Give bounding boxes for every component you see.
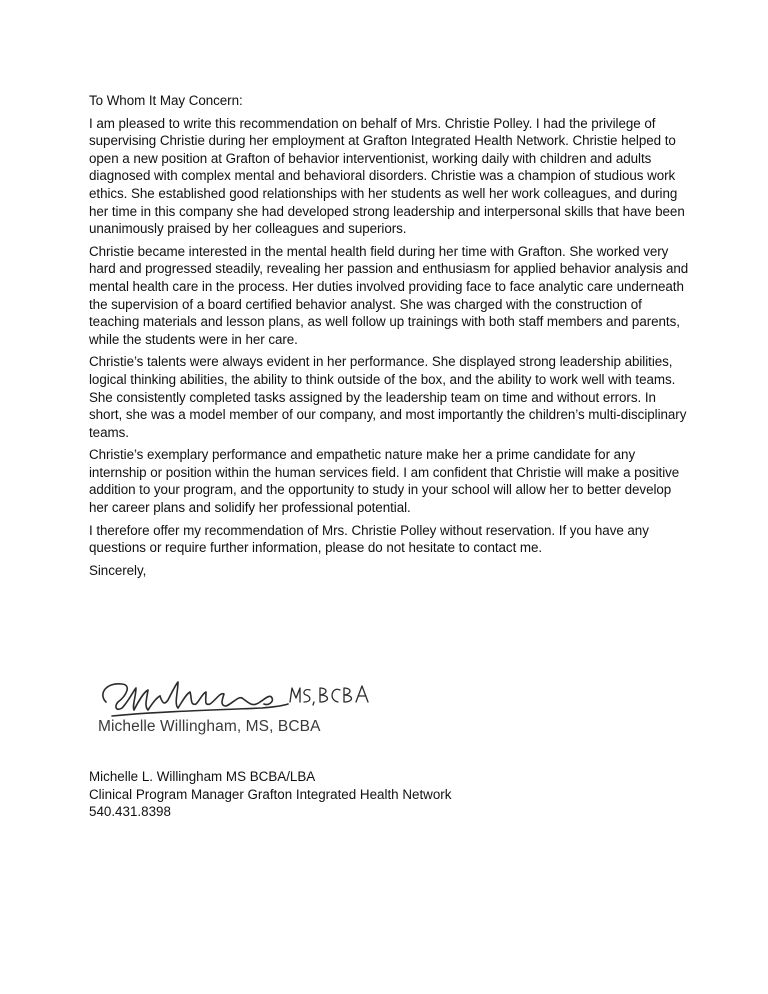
paragraph-recommendation: I therefore offer my recommendation of Mrs. Christie Polley without reservation. If you have any questions or require further information, please do not hesitate to contact me. xyxy=(89,522,649,556)
paragraph-intro: I am pleased to write this recommendation on behalf of Mrs. Christie Polley. I had the privilege of supervising Christie during her employment at Grafton Integrated Health Network. Christie helped to open a new position at Grafton of behavior interventionist, working daily with children and adults diagnosed with complex mental and behavioral disorders. Christie was a champion of studious work ethics. She established good relationships with her students as well her work colleagues, and during her time in this company she had developed strong leadership and interpersonal skills that have been unanimously praised by her colleagues and superiors. xyxy=(89,115,685,237)
contact-title: Clinical Program Manager Grafton Integrated Health Network xyxy=(89,786,452,802)
contact-phone: 540.431.8398 xyxy=(89,804,171,820)
letter-body xyxy=(89,92,689,579)
contact-block xyxy=(89,768,451,821)
paragraph-talents: Christie’s talents were always evident in her performance. She displayed strong leadership abilities, logical thinking abilities, the ability to think outside of the box, and the ability to work well with teams. She consistently completed tasks assigned by the leadership team on time and without errors. In short, she was a model member of our company, and most importantly the children’s multi-disciplinary teams. xyxy=(89,354,687,440)
paragraph-performance: Christie’s exemplary performance and empathetic nature make her a prime candidate for any internship or position within the human services field. I am confident that Christie will make a positive addition to your program, and the opportunity to study in your school will allow her to better develop her career plans and solidify her professional potential. xyxy=(89,447,680,516)
paragraph-career: Christie became interested in the mental health field during her time with Grafton. She worked very hard and progressed steadily, revealing her passion and enthusiasm for applied behavior analysis and mental health care in the process. Her duties involved providing face to face analytic care underneath the supervision of a board certified behavior analyst. She was charged with the construction of teaching materials and lesson plans, as well follow up trainings with both staff members and parents, while the students were in her care. xyxy=(89,243,689,347)
signature-printed-name: Michelle Willingham, MS, BCBA xyxy=(98,718,321,735)
salutation: To Whom It May Concern: xyxy=(89,93,243,108)
closing: Sincerely, xyxy=(89,562,147,578)
contact-name: Michelle L. Willingham MS BCBA/LBA xyxy=(89,769,316,784)
